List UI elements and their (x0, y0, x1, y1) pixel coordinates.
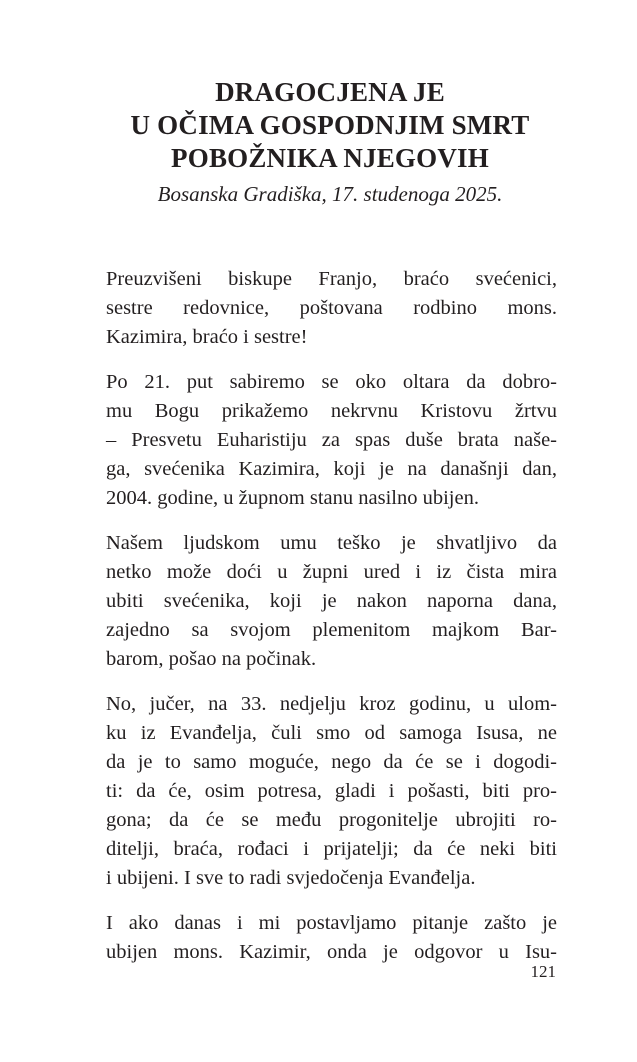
text-line: Preuzvišeni biskupe Franjo, braćo svećenici, (106, 268, 557, 290)
text-line: ditelji, braća, rođaci i prijatelji; da će neki biti (106, 838, 557, 860)
paragraph (106, 909, 557, 967)
text-line: sestre redovnice, poštovana rodbino mons. (106, 297, 557, 319)
text-line: Kazimira, braćo i sestre! (106, 326, 308, 348)
text-line: 2004. godine, u župnom stanu nasilno ubijen. (106, 487, 479, 509)
chapter-title-line-2: U OČIMA GOSPODNJIM SMRT (130, 110, 530, 140)
chapter-heading (100, 76, 560, 208)
text-line: ga, svećenika Kazimira, koji je na današnji dan, (106, 458, 557, 480)
text-line: ubijen mons. Kazimir, onda je odgovor u Isu- (106, 941, 557, 963)
text-line: gona; da će se među progonitelje ubrojiti ro- (106, 809, 557, 831)
text-line: da je to samo moguće, nego da će se i dogodi- (106, 751, 557, 773)
paragraph (106, 265, 557, 352)
text-line: Po 21. put sabiremo se oko oltara da dobro- (106, 371, 557, 393)
text-line: mu Bogu prikažemo nekrvnu Kristovu žrtvu (106, 400, 557, 422)
body-text (106, 265, 557, 983)
text-line: netko može doći u župni ured i iz čista mira (106, 561, 557, 583)
text-line: No, jučer, na 33. nedjelju kroz godinu, u ulom- (106, 693, 557, 715)
text-line: zajedno sa svojom plemenitom majkom Bar- (106, 619, 557, 641)
paragraph (106, 368, 557, 513)
paragraph (106, 529, 557, 674)
text-line: ku iz Evanđelja, čuli smo od samoga Isusa, ne (106, 722, 557, 744)
text-line: – Presvetu Euharistiju za spas duše brata naše- (106, 429, 557, 451)
chapter-title-line-1: DRAGOCJENA JE (215, 77, 445, 107)
text-line: ubiti svećenika, koji je nakon naporna dana, (106, 590, 557, 612)
page-number: 121 (530, 962, 556, 981)
chapter-subtitle: Bosanska Gradiška, 17. studenoga 2025. (157, 182, 503, 206)
text-line: Našem ljudskom umu teško je shvatljivo da (106, 532, 557, 554)
text-line: I ako danas i mi postavljamo pitanje zašto je (106, 912, 557, 934)
text-line: ti: da će, osim potresa, gladi i pošasti, biti pro- (106, 780, 557, 802)
text-line: i ubijeni. I sve to radi svjedočenja Evanđelja. (106, 867, 476, 889)
paragraph (106, 690, 557, 893)
chapter-title-line-3: POBOŽNIKA NJEGOVIH (171, 143, 489, 173)
text-line: barom, pošao na počinak. (106, 648, 317, 670)
